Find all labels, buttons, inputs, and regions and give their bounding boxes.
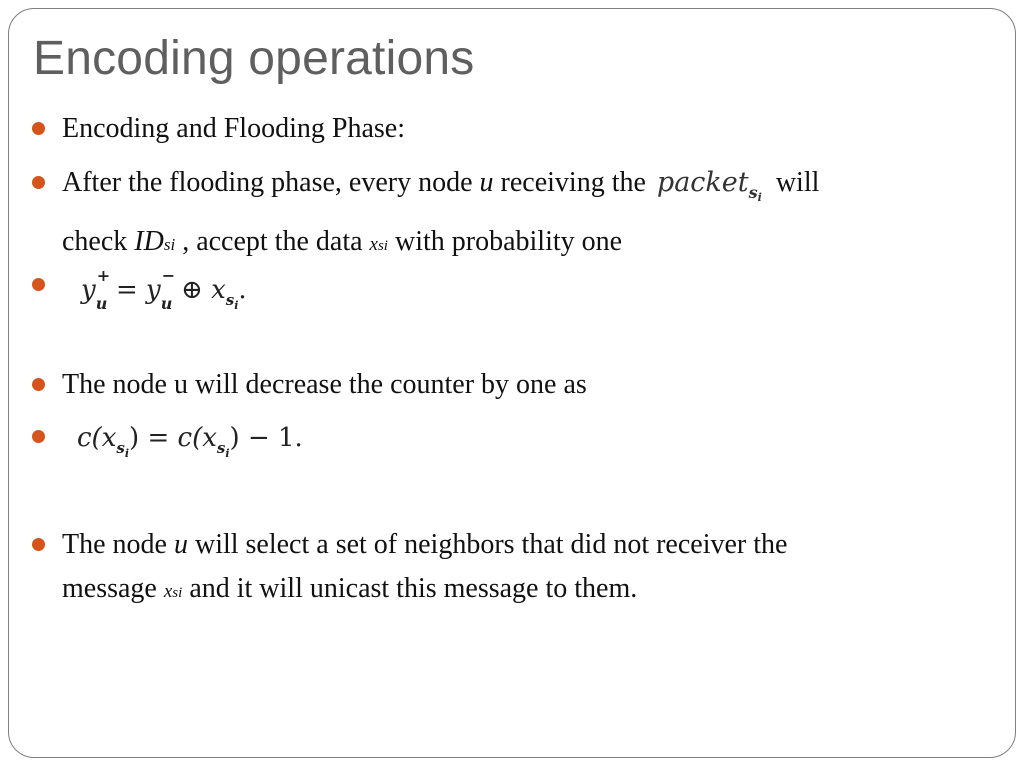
text-run: with probability one xyxy=(387,226,623,257)
text-line xyxy=(62,567,962,615)
formula-superscript: − xyxy=(161,266,176,285)
formula-subscript: s xyxy=(216,439,226,457)
bullet-dot-icon xyxy=(32,176,45,189)
text-run: check xyxy=(62,226,135,257)
text-run: The node xyxy=(62,529,174,560)
formula-subscript: u xyxy=(95,294,108,313)
formula-operator: = xyxy=(107,275,147,305)
variable-id: ID xyxy=(134,226,164,257)
bullet-text xyxy=(62,161,962,268)
text-line xyxy=(62,161,962,220)
bullet-text xyxy=(62,523,962,615)
formula-paren: ) xyxy=(229,423,240,453)
formula-end: . xyxy=(238,275,247,305)
formula-scripts xyxy=(95,266,111,313)
formula-symbol: y xyxy=(146,275,161,305)
formula-paren: ) xyxy=(129,423,140,453)
text-run: After the flooding phase, every node xyxy=(62,167,480,198)
variable-x: x xyxy=(369,234,378,255)
bullet-dot-icon xyxy=(32,538,45,551)
variable-u: u xyxy=(173,529,188,560)
formula-counter-update xyxy=(77,423,303,460)
text-run: , accept the data xyxy=(175,226,370,257)
formula-subsubscript: i xyxy=(124,447,130,460)
formula-y-update xyxy=(81,266,247,313)
bullet-dot-icon xyxy=(32,278,45,291)
formula-symbol: x xyxy=(202,423,217,453)
variable-x-subscript: si xyxy=(377,238,388,254)
text-run: will select a set of neighbors that did not receiver the xyxy=(187,529,788,560)
text-run: message xyxy=(62,573,164,604)
formula-symbol: c( xyxy=(77,423,102,453)
variable-u: u xyxy=(479,167,494,198)
formula-subscript: s xyxy=(225,291,235,309)
variable-x-subscript: si xyxy=(172,585,183,601)
formula-symbol: x xyxy=(101,423,117,453)
formula-symbol: y xyxy=(81,275,96,305)
formula-operator: = xyxy=(139,423,178,453)
formula-scripts xyxy=(160,266,176,313)
formula-subscript: u xyxy=(160,294,173,313)
bullet-dot-icon xyxy=(32,430,45,443)
text-line xyxy=(62,220,962,268)
formula-operator: − 1. xyxy=(239,423,303,453)
formula-superscript: + xyxy=(96,266,111,285)
bullet-text: Encoding and Flooding Phase: xyxy=(62,113,405,144)
text-line xyxy=(62,523,962,567)
slide xyxy=(8,8,1016,758)
formula-subsubscript: i xyxy=(225,447,230,460)
packet-subscript xyxy=(749,183,762,202)
variable-x: x xyxy=(163,581,173,602)
formula-subscript: s xyxy=(116,439,125,457)
subscript-s: s xyxy=(748,183,758,202)
packet-formula xyxy=(657,161,762,220)
formula-subsubscript: i xyxy=(234,299,239,312)
bullet-dot-icon xyxy=(32,122,45,135)
bullet-dot-icon xyxy=(32,378,45,391)
packet-label: packet xyxy=(656,167,749,198)
slide-title: Encoding operations xyxy=(33,32,475,85)
formula-symbol: x xyxy=(211,275,226,305)
formula-symbol: c( xyxy=(177,423,203,453)
subscript-i: i xyxy=(757,191,762,204)
variable-id-subscript: si xyxy=(163,235,176,254)
bullet-text: The node u will decrease the counter by one as xyxy=(62,369,587,400)
formula-operator: ⊕ xyxy=(172,275,212,305)
text-run: will xyxy=(775,167,820,198)
text-run: and it will unicast this message to them. xyxy=(182,573,638,604)
text-run: receiving the xyxy=(493,167,653,198)
